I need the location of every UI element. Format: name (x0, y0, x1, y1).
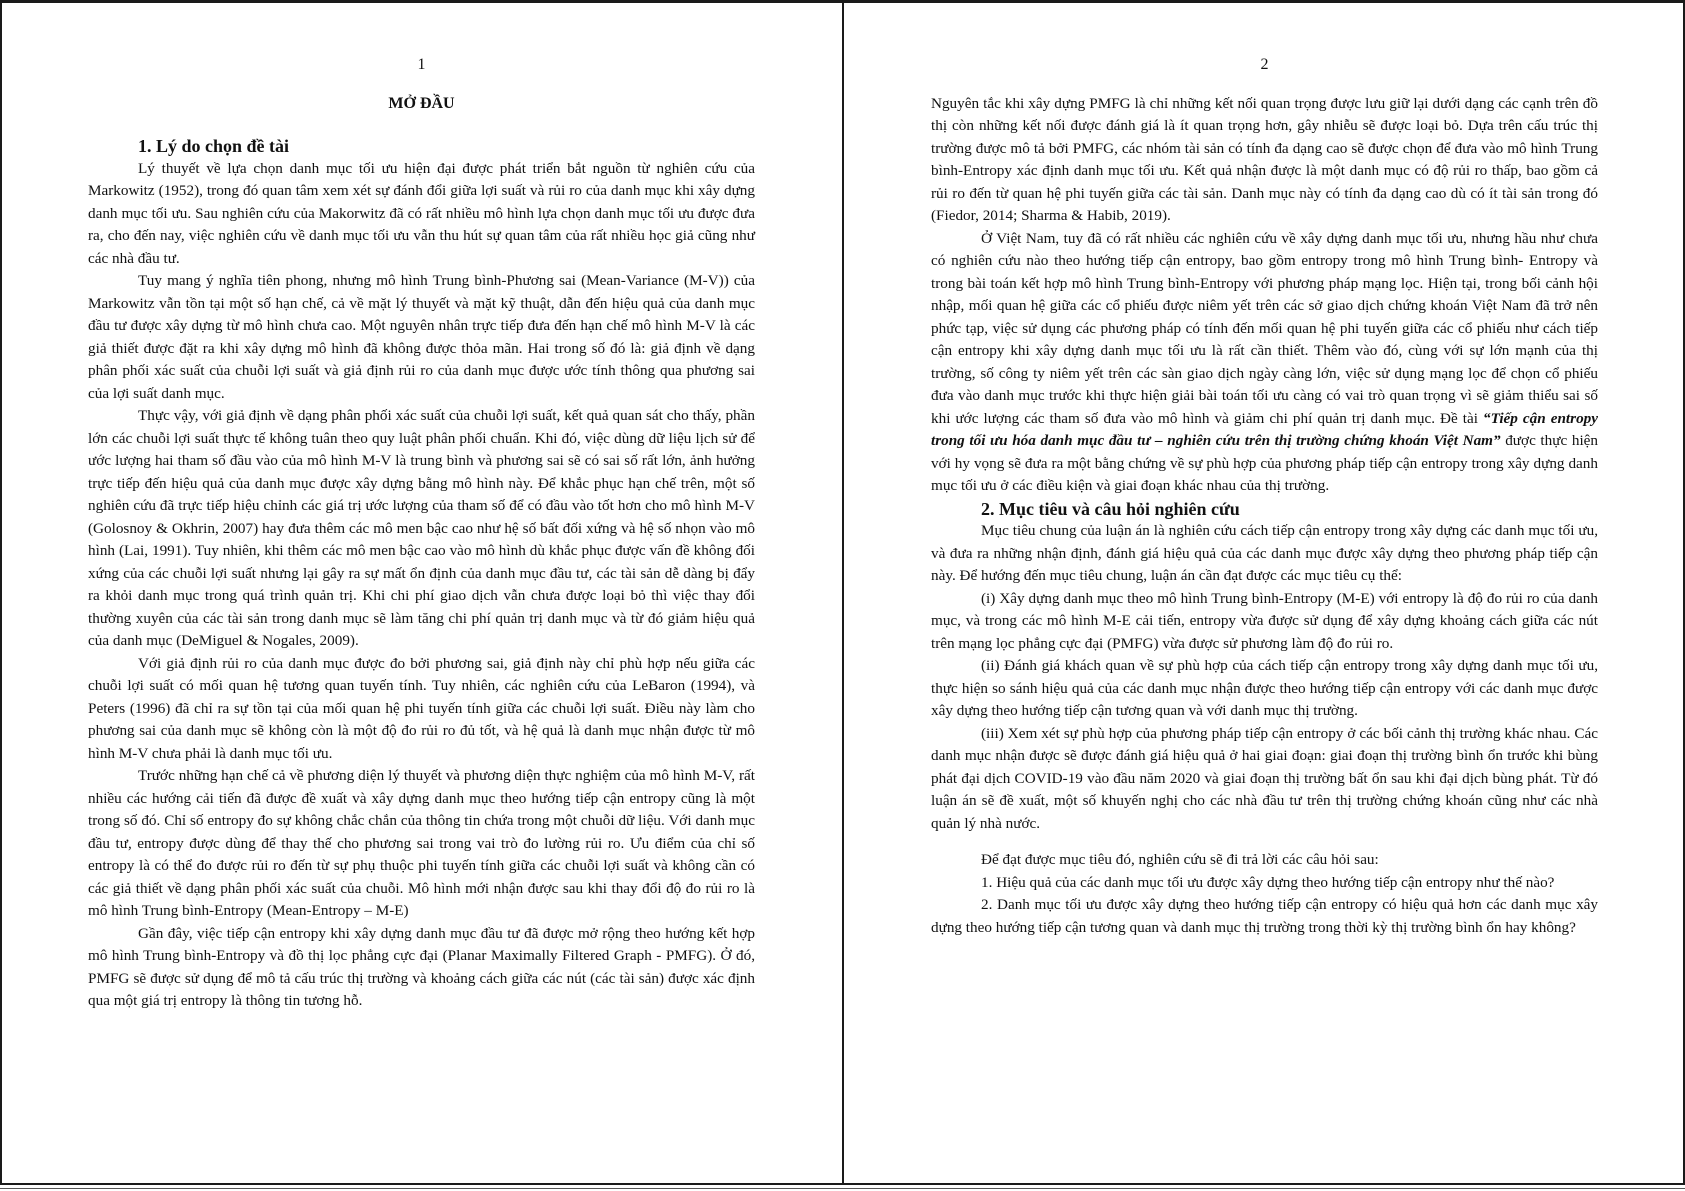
page-2 (843, 0, 1685, 1183)
objective-item: (iii) Xem xét sự phù hợp của phương pháp tiếp cận entropy ở các bối cảnh thị trường khác nhau. Các danh mục nhận được sẽ được đánh giá hiệu quả ở hai giai đoạn: giai đoạn thị trường bình ổn trước khi bùng phát đại dịch COVID-19 vào đầu năm 2020 và giai đoạn thị trường bất ổn sau khi đại dịch bùng phát. Từ đó luận án sẽ đề xuất, một số khuyến nghị cho các nhà đầu tư trên thị trường chứng khoán cũng như các nhà quản lý nhà nước. (931, 724, 1598, 832)
page-number: 1 (417, 56, 426, 73)
objective-item: (ii) Đánh giá khách quan về sự phù hợp của cách tiếp cận entropy trong xây dựng danh mục tối ưu, thực hiện so sánh hiệu quả của các danh mục nhận được theo hướng tiếp cận entropy với các danh mục được xây dựng theo hướng tiếp cận tương quan và với danh mục thị trường. (931, 657, 1598, 719)
thesis-topic-title: “Tiếp cận entropy trong tối ưu hóa danh mục đầu tư – nghiên cứu trên thị trường chứng khoán Việt Nam” (931, 409, 1598, 449)
paragraph: Gần đây, việc tiếp cận entropy khi xây dựng danh mục đầu tư đã được mở rộng theo hướng kết hợp mô hình Trung bình-Entropy và đồ thị lọc phẳng cực đại (Planar Maximally Filtered Graph - PMFG). Ở đó, PMFG sẽ được sử dụng để mô tả cấu trúc thị trường và khoảng cách giữa các nút (các tài sản) được xác định qua một giá trị entropy là thông tin tương hỗ. (88, 924, 755, 1009)
page-1 (0, 0, 843, 1183)
section-heading: 2. Mục tiêu và câu hỏi nghiên cứu (981, 498, 1240, 519)
page-2-content (931, 54, 1598, 939)
question-item: 1. Hiệu quả của các danh mục tối ưu được xây dựng theo hướng tiếp cận entropy như thế nào? (981, 873, 1555, 891)
paragraph-text: Ở Việt Nam, tuy đã có rất nhiều các nghiên cứu về xây dựng danh mục tối ưu, nhưng hầu như chưa có nghiên cứu nào theo hướng tiếp cận entropy, bao gồm entropy trong mô hình Trung bình- Entropy và trong bài toán kết hợp mô hình Trung bình-Entropy với phương pháp mạng lọc. Hiện tại, trong bối cảnh hội nhập, mối quan hệ giữa các cổ phiếu được niêm yết trên các sở giao dịch chứng khoán Việt Nam đã trở nên phức tạp, việc sử dụng các phương pháp có tính đến mối quan hệ phi tuyến giữa các cổ phiếu như cách tiếp cận entropy khi xây dựng danh mục tối ưu là rất cần thiết. Thêm vào đó, cùng với sự lớn mạnh của thị trường, số công ty niêm yết trên các sàn giao dịch ngày càng lớn, việc sử dụng mạng lọc để chọn cổ phiếu đưa vào danh mục trước khi thực hiện giải bài toán tối ưu càng có vai trò quan trọng vì sẽ giảm thiểu sai số khi ước lượng các tham số đưa vào mô hình và giảm chi phí quản trị danh mục. Đề tài (931, 229, 1598, 427)
paragraph-text: được thực hiện với hy vọng sẽ đưa ra một bằng chứng về sự phù hợp của phương pháp tiếp cận entropy trong xây dựng danh mục tối ưu ở các điều kiện và giai đoạn khác nhau của thị trường. (931, 432, 1599, 494)
document-title: MỞ ĐẦU (388, 94, 455, 112)
page-1-content (88, 54, 755, 1013)
paragraph: Với giả định rủi ro của danh mục được đo bởi phương sai, giả định này chỉ phù hợp nếu giữa các chuỗi lợi suất có mối quan hệ tương quan tuyến tính. Tuy nhiên, các nghiên cứu của LeBaron (1994), và Peters (1996) đã chỉ ra sự tồn tại của mối quan hệ phi tuyến tính giữa các chuỗi lợi suất. Điều này làm cho phương sai của danh mục sẽ không còn là một độ đo rủi ro đủ tốt, và hệ quả là danh mục nhận được từ mô hình M-V chưa phải là danh mục tối ưu. (88, 654, 755, 762)
section-heading: 1. Lý do chọn đề tài (138, 136, 290, 156)
objective-item: (i) Xây dựng danh mục theo mô hình Trung bình-Entropy (M-E) với entropy là độ đo rủi ro của danh mục, và trong các mô hình M-E cải tiến, entropy vừa được sử dụng để xây dựng khoảng cách giữa các nút trên mạng lọc phẳng cực đại (PMFG) vừa được sử phương làm độ đo rủi ro. (931, 589, 1598, 652)
paragraph: Thực vậy, với giả định về dạng phân phối xác suất của chuỗi lợi suất, kết quả quan sát cho thấy, phần lớn các chuỗi lợi suất thực tế không tuân theo quy luật phân phối chuẩn. Khi đó, việc dùng dữ liệu lịch sử để ước lượng hai tham số đầu vào của mô hình M-V là trung bình và phương sai sẽ có sai số rất lớn, ảnh hưởng trực tiếp đến hiệu quả của danh mục được xây dựng bằng mô hình này. Để khắc phục hạn chế trên, một số nghiên cứu đã trực tiếp hiệu chỉnh các giá trị ước lượng của tham số để có đầu vào tốt hơn cho mô hình M-V (Golosnoy & Okhrin, 2007) hay đưa thêm các mô men bậc cao như hệ số bất đối xứng và hệ số nhọn vào mô hình (Lai, 1991). Tuy nhiên, khi thêm các mô men bậc cao vào mô hình dù khắc phục được vấn đề không đối xứng của các chuỗi lợi suất nhưng lại gây ra sự mất ổn định của danh mục đầu tư, các tài sản dễ dàng bị đẩy ra khỏi danh mục trong quá trình quản trị. Khi chi phí giao dịch vẫn chưa được loại bỏ thì việc thay đổi thường xuyên của các tài sản trong danh mục sẽ làm tăng chi phí quản trị danh mục và từ đó giảm hiệu quả của danh mục (DeMiguel & Nogales, 2009). (88, 407, 755, 649)
paragraph: Trước những hạn chế cả về phương diện lý thuyết và phương diện thực nghiệm của mô hình M-V, rất nhiều các hướng cải tiến đã được đề xuất và xây dựng danh mục theo hướng tiếp cận entropy cũng là một trong số đó. Chỉ số entropy đo sự không chắc chắn của thông tin chứa trong một chuỗi dữ liệu. Với danh mục đầu tư, entropy được dùng để thay thế cho phương sai trong vai trò đo lường rủi ro. Ưu điểm của chỉ số entropy là có thể đo được rủi ro đến từ sự phụ thuộc phi tuyến tính giữa các chuỗi lợi suất và không cần có các giả thiết về dạng phân phối xác suất của chuỗi. Mô hình mới nhận được sau khi thay đổi độ đo rủi ro là mô hình Trung bình-Entropy (Mean-Entropy – M-E) (88, 767, 755, 919)
paragraph: Mục tiêu chung của luận án là nghiên cứu cách tiếp cận entropy trong xây dựng các danh mục tối ưu, và đưa ra những nhận định, đánh giá hiệu quả của các danh mục được xây dựng theo phương pháp tiếp cận này. Để hướng đến mục tiêu chung, luận án cần đạt được các mục tiêu cụ thể: (931, 522, 1598, 584)
page-number: 2 (1260, 56, 1269, 73)
paragraph: Lý thuyết về lựa chọn danh mục tối ưu hiện đại được phát triển bắt nguồn từ nghiên cứu của Markowitz (1952), trong đó quan tâm xem xét sự đánh đổi giữa lợi suất và rủi ro của danh mục khi xây dựng danh mục tối ưu. Sau nghiên cứu của Makorwitz đã có rất nhiều mô hình lựa chọn danh mục tối ưu được đưa ra, cho đến nay, việc nghiên cứu về danh mục tối ưu vẫn thu hút sự quan tâm của rất nhiều học giả cũng như các nhà đầu tư. (88, 159, 755, 267)
paragraph: Nguyên tắc khi xây dựng PMFG là chỉ những kết nối quan trọng được lưu giữ lại dưới dạng các cạnh trên đồ thị còn những kết nối được đánh giá là ít quan trọng hơn, gây nhiễu sẽ được loại bỏ. Dựa trên cấu trúc thị trường được mô tả bởi PMFG, các nhóm tài sản có tính đa dạng cao sẽ được chọn để đưa vào mô hình Trung bình-Entropy xác định danh mục tối ưu. Kết quả nhận được là một danh mục có độ rủi ro thấp, bao gồm cả rủi ro đến từ quan hệ phi tuyến giữa các tài sản. Danh mục này có tính đa dạng cao dù có ít tài sản trong đó (Fiedor, 2014; Sharma & Habib, 2019). (931, 94, 1598, 224)
question-item: 2. Danh mục tối ưu được xây dựng theo hướng tiếp cận entropy có hiệu quả hơn các danh mục xây dựng theo hướng tiếp cận tương quan và danh mục thị trường trong thời kỳ thị trường bình ổn hay không? (931, 896, 1598, 936)
paragraph-vietnam (931, 228, 1598, 498)
paragraph: Để đạt được mục tiêu đó, nghiên cứu sẽ đi trả lời các câu hỏi sau: (981, 851, 1379, 868)
frame-bottom-border-thin (0, 1188, 1685, 1189)
paragraph: Tuy mang ý nghĩa tiên phong, nhưng mô hình Trung bình-Phương sai (Mean-Variance (M-V)) của Markowitz vẫn tồn tại một số hạn chế, cả về mặt lý thuyết và mặt kỹ thuật, dẫn đến hiệu quả của danh mục đầu tư được xây dựng từ mô hình chưa cao. Một nguyên nhân trực tiếp đưa đến hạn chế mô hình M-V là các giả thiết được đặt ra khi xây dựng mô hình đã không được thỏa mãn. Hai trong số đó là: giả định về dạng phân phối xác suất của chuỗi lợi suất và giả định rủi ro của danh mục được ước tính thông qua phương sai của lợi suất danh mục. (88, 272, 755, 402)
